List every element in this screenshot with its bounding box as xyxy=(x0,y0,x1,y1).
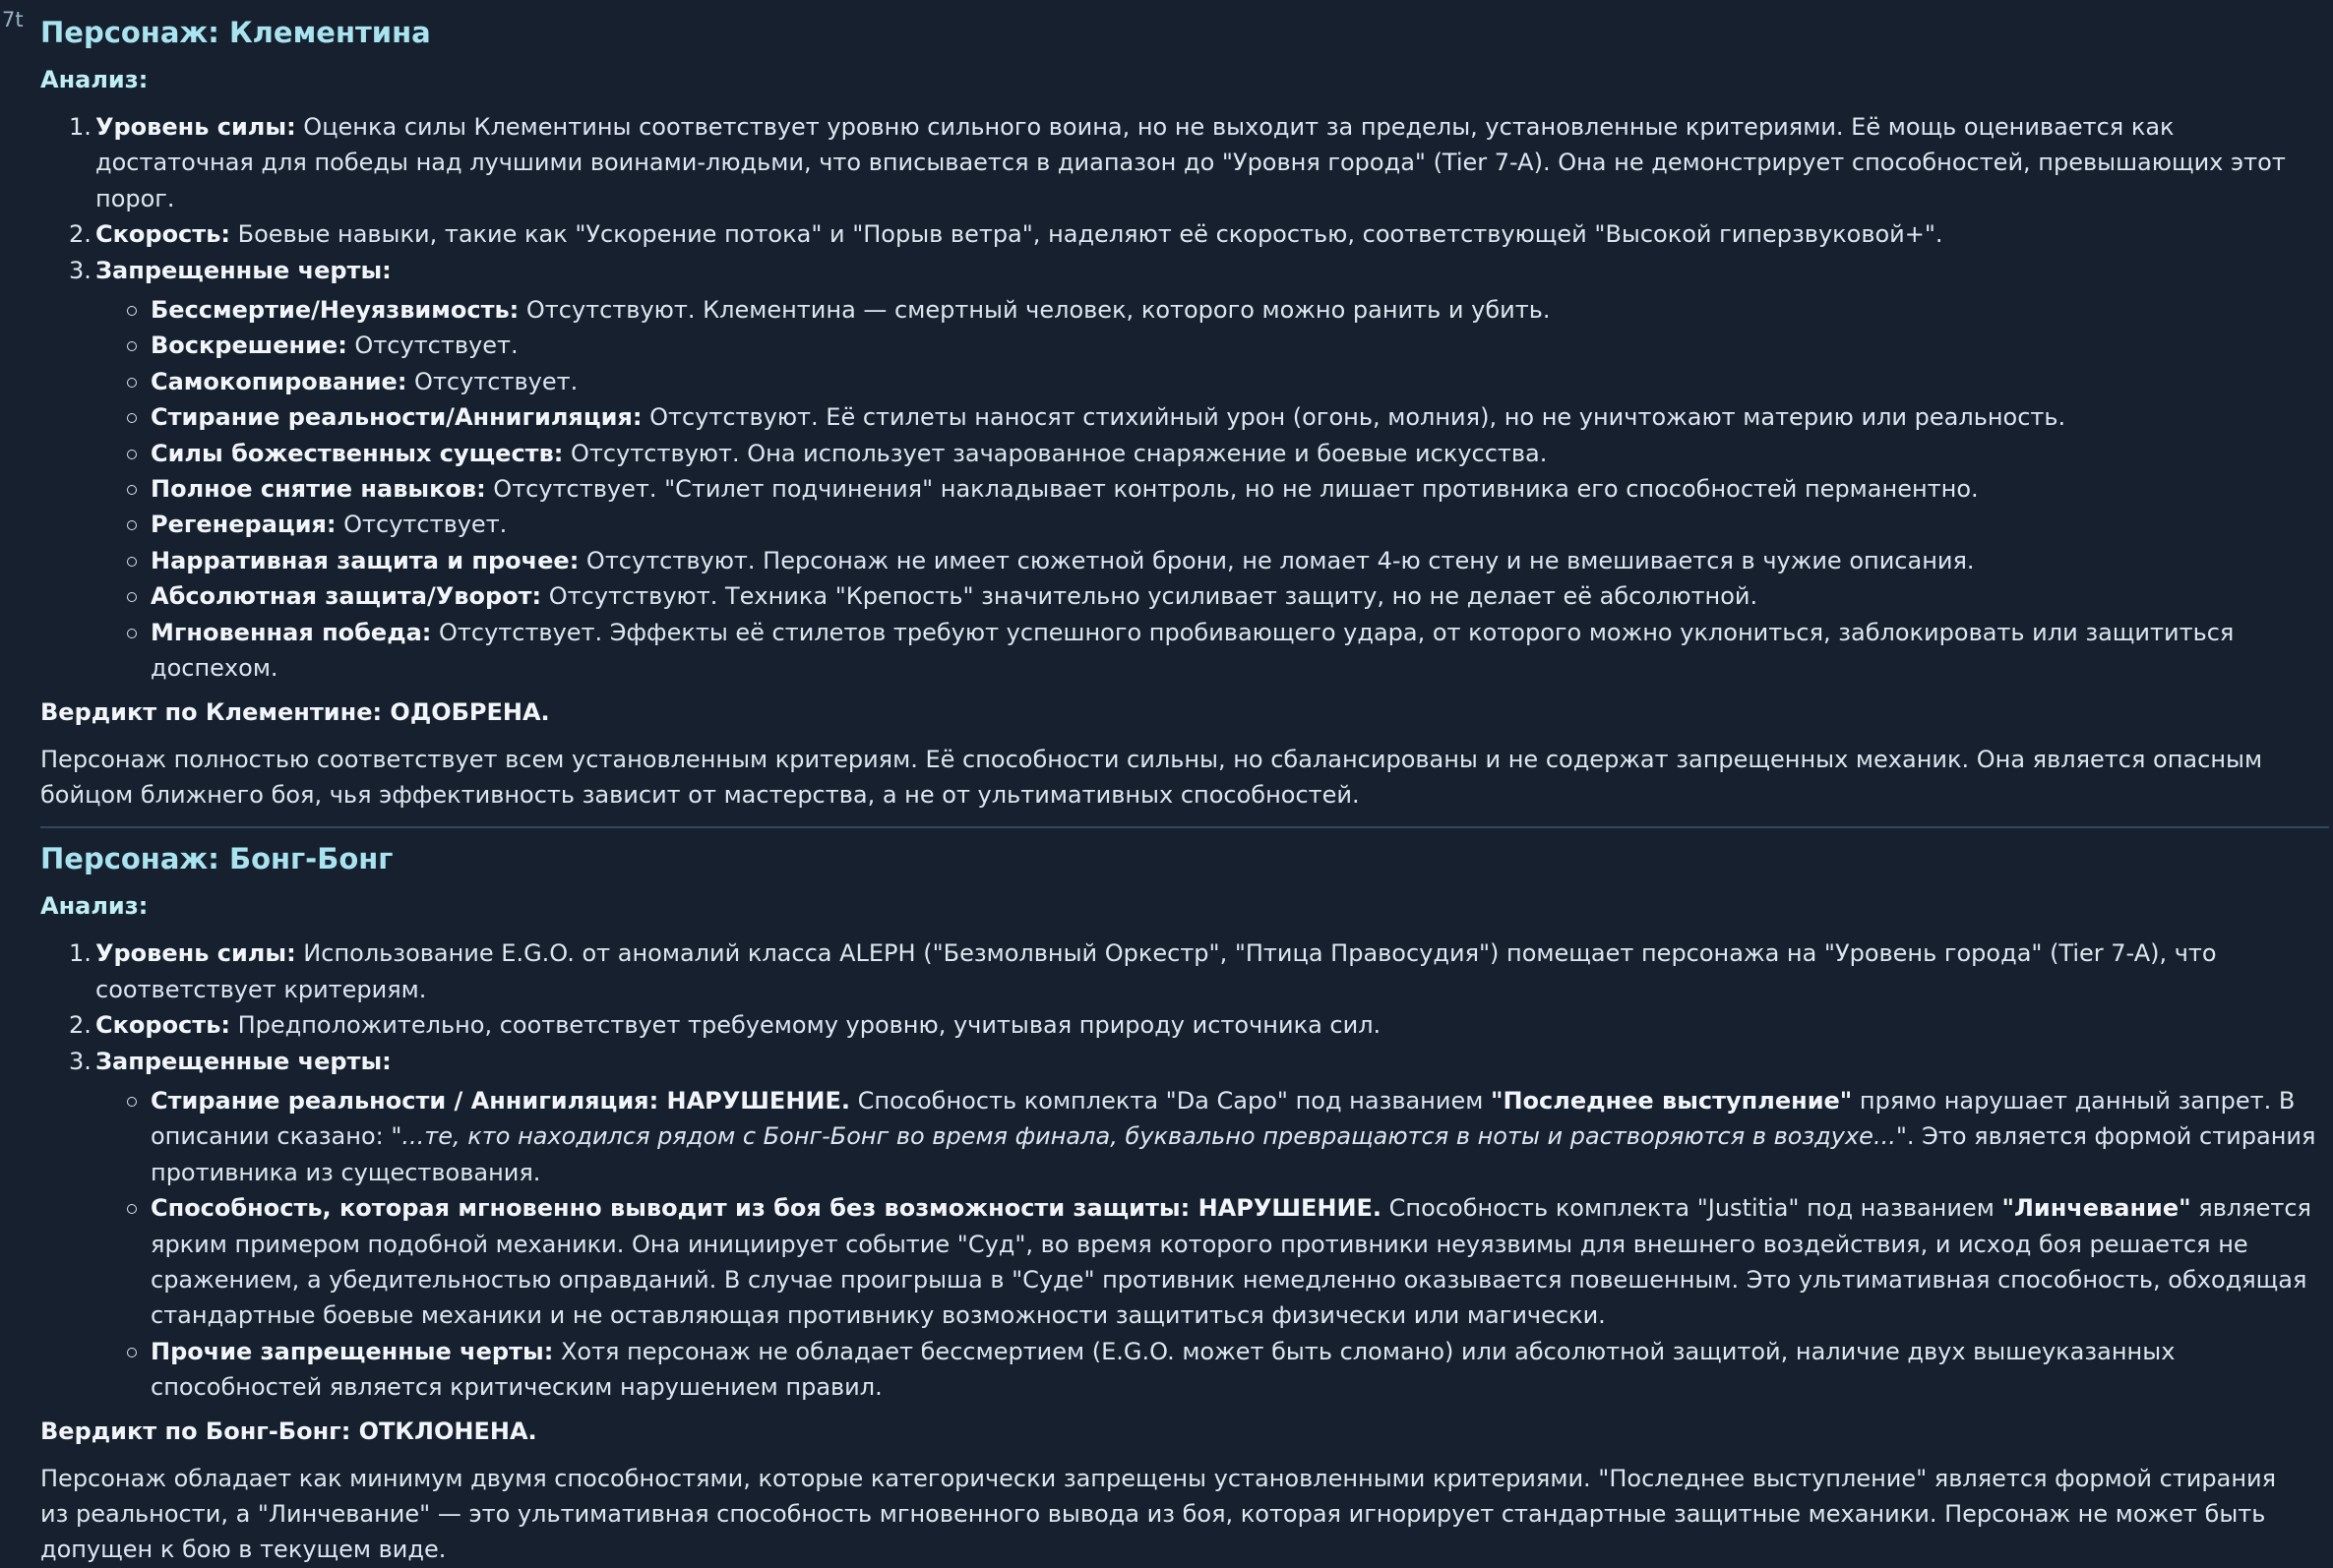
trait-label: Бессмертие/Неуязвимость: xyxy=(151,296,520,325)
bullet-icon xyxy=(127,1097,137,1107)
trait-label: Полное снятие навыков: xyxy=(151,475,486,504)
list-item xyxy=(40,935,2329,1007)
list-item xyxy=(40,216,2329,252)
trait-text: Отсутствует. xyxy=(336,511,508,539)
list-number: 2. xyxy=(69,1011,92,1040)
character-section-clementine xyxy=(40,0,2329,813)
analysis-label: Анализ: xyxy=(40,892,149,921)
list-number: 3. xyxy=(69,1047,92,1075)
item-text: Использование E.G.O. от аномалий класса ALEPH ("Безмолвный Оркестр", "Птица Правосудия") помещает персонажа на "Уровень города" (Tier 7-A), что соответствует критериям. xyxy=(95,939,2217,1003)
violation-text: прямо нарушает данный запрет. В описании сказано: xyxy=(151,1086,2296,1151)
violation-text: является ярким примером подобной механики. Она инициирует событие "Суд", во время которого противники неуязвимы для внешнего воздействия, и исход боя решается не сражением, а убедительностью оправданий. В случае проигрыша в "Суде" противник немедленно оказывается повешенным. Это ультимативная способность, обходящая стандартные боевые механики и не оставляющая противнику возможности защититься физически или магически. xyxy=(151,1194,2311,1330)
violation-text: Способность комплекта "Da Capo" под названием xyxy=(850,1086,1491,1115)
trait-item xyxy=(95,507,2329,542)
bullet-icon xyxy=(127,413,137,423)
ability-quote: "...те, кто находился рядом с Бонг-Бонг во время финала, буквально превращаются в ноты и растворяются в воздухе..." xyxy=(391,1122,1907,1151)
bullet-icon xyxy=(127,450,137,459)
bullet-icon xyxy=(127,485,137,495)
verdict: Вердикт по Клементине: ОДОБРЕНА. xyxy=(40,697,550,726)
verdict: Вердикт по Бонг-Бонг: ОТКЛОНЕНА. xyxy=(40,1417,537,1445)
bullet-icon xyxy=(127,1348,137,1357)
trait-label: Нарративная защита и прочее: xyxy=(151,546,580,574)
character-section-bong-bong xyxy=(40,840,2329,1568)
bullet-icon xyxy=(127,341,137,351)
violation-text: . Это является формой стирания противника из существования. xyxy=(151,1122,2316,1186)
analysis-list xyxy=(40,935,2329,1405)
trait-item xyxy=(95,292,2329,328)
bullet-icon xyxy=(127,557,137,567)
violation-item xyxy=(95,1083,2329,1190)
summary-paragraph: Персонаж обладает как минимум двумя способностями, которые категорически запрещены установленными критериями. "Последнее выступление" является формой стирания из реальности, а "Линчевание" — это ультимативная способность мгновенного вывода из боя, которая игнорирует стандартные защитные механики. Персонаж не может быть допущен к бою в текущем виде. xyxy=(40,1464,2277,1564)
list-number: 1. xyxy=(69,113,92,141)
trait-item xyxy=(95,471,2329,507)
list-item xyxy=(40,1044,2329,1406)
trait-item xyxy=(95,436,2329,471)
violation-text: Способность комплекта "Justitia" под названием xyxy=(1381,1194,2002,1223)
item-text: Боевые навыки, такие как "Ускорение потока" и "Порыв ветра", наделяют её скоростью, соответствующей "Высокой гиперзвуковой+". xyxy=(229,220,1943,249)
trait-text: Отсутствуют. Персонаж не имеет сюжетной брони, не ломает 4-ю стену и не вмешивается в чужие описания. xyxy=(579,546,1975,574)
trait-text: Отсутствуют. Она использует зачарованное снаряжение и боевые искусства. xyxy=(563,439,1548,467)
bullet-icon xyxy=(127,520,137,530)
item-label: Уровень силы: xyxy=(95,113,296,141)
trait-label: Регенерация: xyxy=(151,511,337,539)
forbidden-traits-list xyxy=(95,292,2329,686)
item-text: Предположительно, соответствует требуемому уровню, учитывая природу источника сил. xyxy=(229,1011,1381,1040)
trait-text: Отсутствует. "Стилет подчинения" накладывает контроль, но не лишает противника его способностей перманентно. xyxy=(485,475,1979,504)
violation-text: Хотя персонаж не обладает бессмертием (E.G.O. может быть сломано) или абсолютной защитой, наличие двух вышеуказанных способностей является критическим нарушением правил. xyxy=(151,1337,2176,1402)
item-label: Запрещенные черты: xyxy=(95,256,392,284)
trait-item xyxy=(95,543,2329,578)
trait-label: Стирание реальности/Аннигиляция: xyxy=(151,403,643,432)
ability-name: "Последнее выступление" xyxy=(1490,1086,1853,1115)
trait-text: Отсутствуют. Клементина — смертный человек, которого можно ранить и убить. xyxy=(519,296,1551,325)
trait-text: Отсутствует. Эффекты её стилетов требуют успешного пробивающего удара, от которого можно уклониться, заблокировать или защититься доспехом. xyxy=(151,618,2235,683)
trait-item xyxy=(95,328,2329,363)
item-label: Скорость: xyxy=(95,220,230,249)
list-number: 1. xyxy=(69,939,92,968)
trait-text: Отсутствуют. Техника "Крепость" значительно усиливает защиту, но не делает её абсолютной. xyxy=(541,582,1758,611)
trait-text: Отсутствуют. Её стилеты наносят стихийный урон (огонь, молния), но не уничтожают материю или реальность. xyxy=(642,403,2066,432)
ability-name: "Линчевание" xyxy=(2001,1194,2191,1223)
trait-item xyxy=(95,578,2329,614)
bullet-icon xyxy=(127,1204,137,1214)
trait-text: Отсутствует. xyxy=(406,367,579,395)
bullet-icon xyxy=(127,592,137,602)
forbidden-traits-list xyxy=(95,1083,2329,1406)
trait-label: Воскрешение: xyxy=(151,332,347,360)
list-item xyxy=(40,1007,2329,1043)
trait-label: Абсолютная защита/Уворот: xyxy=(151,582,542,611)
section-divider xyxy=(40,826,2329,828)
trait-label: Силы божественных существ: xyxy=(151,439,564,467)
violation-label: Прочие запрещенные черты: xyxy=(151,1337,554,1365)
trait-item xyxy=(95,615,2329,687)
item-text: Оценка силы Клементины соответствует уровню сильного воина, но не выходит за пределы, установленные критериями. Её мощь оценивается как достаточная для победы над лучшими воинами-людьми, что вписывается в диапазон до "Уровня города" (Tier 7-A). Она не демонстрирует способностей, превышающих этот порог. xyxy=(95,113,2286,212)
analysis-label: Анализ: xyxy=(40,66,149,93)
item-label: Уровень силы: xyxy=(95,939,296,968)
section-title: Персонаж: Клементина xyxy=(40,16,431,49)
trait-item xyxy=(95,399,2329,435)
item-label: Запрещенные черты: xyxy=(95,1047,392,1075)
trait-text: Отсутствует. xyxy=(346,332,519,360)
trait-item xyxy=(95,364,2329,399)
bullet-icon xyxy=(127,629,137,638)
bullet-icon xyxy=(127,378,137,388)
violation-item xyxy=(95,1334,2329,1406)
section-title: Персонаж: Бонг-Бонг xyxy=(40,842,394,876)
summary-paragraph: Персонаж полностью соответствует всем установленным критериям. Её способности сильны, но сбалансированы и не содержат запрещенных механик. Она является опасным бойцом ближнего боя, чья эффективность зависит от мастерства, а не от ультимативных способностей. xyxy=(40,745,2263,809)
violation-label: Стирание реальности / Аннигиляция: НАРУШЕНИЕ. xyxy=(151,1086,850,1115)
list-item xyxy=(40,253,2329,687)
corner-tag: 7t xyxy=(2,8,24,31)
chat-message-content xyxy=(40,0,2329,1568)
violation-label: Способность, которая мгновенно выводит из боя без возможности защиты: НАРУШЕНИЕ. xyxy=(151,1194,1382,1223)
trait-label: Самокопирование: xyxy=(151,367,407,395)
violation-item xyxy=(95,1190,2329,1334)
bullet-icon xyxy=(127,306,137,316)
analysis-list xyxy=(40,109,2329,687)
list-number: 2. xyxy=(69,220,92,249)
item-label: Скорость: xyxy=(95,1011,230,1040)
trait-label: Мгновенная победа: xyxy=(151,618,432,646)
list-number: 3. xyxy=(69,256,92,284)
list-item xyxy=(40,109,2329,216)
